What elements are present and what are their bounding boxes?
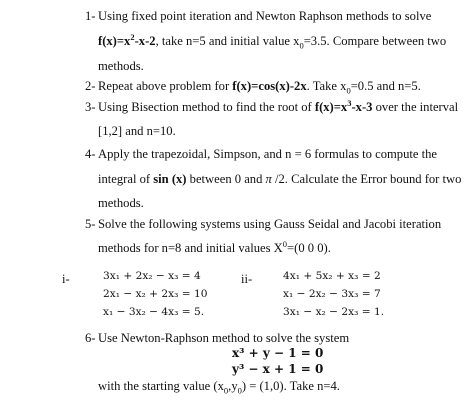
item-6-line-1: Use Newton-Raphson method to solve the system: [98, 331, 350, 345]
text-segment: 3: [347, 97, 352, 108]
item-1-number: 1-: [85, 9, 96, 23]
item-6-line-last: [98, 379, 340, 394]
text-segment: between 0 and: [186, 172, 266, 186]
item-2-line-1: [98, 79, 421, 94]
text-segment: over the interval: [372, 100, 459, 114]
item-5-line-1: [98, 217, 441, 232]
item-4-line-2: [98, 172, 461, 187]
item-5-number: 5-: [85, 217, 96, 231]
item-6-equation-1: x³ + y − 1 = 0: [232, 346, 324, 360]
system-ii-equation-1: 4x₁ + 5x₂ + x₃ = 2: [283, 270, 381, 282]
text-segment: -x-3: [351, 100, 373, 114]
text-segment: Apply the trapezoidal, Simpson, and n = 6 formulas to compute the: [98, 147, 438, 161]
item-4-line-1: [98, 147, 437, 162]
item-6-number: 6-: [85, 331, 96, 345]
text-segment: π: [265, 172, 272, 186]
text-segment: ) = (1,0). Take n=4.: [241, 379, 340, 393]
system-ii-label: ii-: [241, 272, 253, 286]
system-ii-equation-2: x₁ − 2x₂ − 3x₃ = 7: [283, 288, 381, 300]
text-segment: Using Bisection method to find the root of: [98, 100, 315, 114]
system-ii-equation-3: 3x₁ − x₂ − 2x₃ = 1.: [283, 306, 385, 318]
text-segment: with the starting value (x: [98, 379, 224, 393]
text-segment: Using fixed point iteration and Newton Raphson methods to solve: [98, 9, 432, 23]
text-segment: Repeat above problem for: [98, 79, 233, 93]
item-1-line-1: [98, 9, 431, 24]
text-segment: . Take x: [306, 79, 347, 93]
item-3-line-1: [98, 97, 459, 115]
text-segment: 0: [346, 85, 351, 96]
item-3-number: 3-: [85, 100, 96, 114]
text-segment: 0: [282, 238, 288, 249]
text-segment: f(x)=x: [98, 34, 131, 48]
system-i-equation-3: x₁ − 3x₂ − 4x₃ = 5.: [103, 306, 205, 318]
system-i-equation-2: 2x₁ − x₂ + 2x₃ = 10: [103, 288, 208, 300]
text-segment: methods.: [98, 196, 144, 210]
text-segment: =3.5. Compare between two: [303, 34, 447, 48]
system-i-equation-1: 3x₁ + 2x₂ − x₃ = 4: [103, 270, 201, 282]
text-segment: Solve the following systems using Gauss Seidal and Jacobi iteration: [98, 217, 442, 231]
text-segment: =(0 0 0).: [287, 241, 331, 255]
text-segment: 0: [237, 385, 242, 396]
text-segment: methods for n=8 and initial values X: [98, 241, 283, 255]
text-segment: , take n=5 and initial value x: [155, 34, 300, 48]
text-segment: methods.: [98, 59, 144, 73]
text-segment: 0: [299, 40, 304, 51]
text-segment: ,y: [228, 379, 238, 393]
text-segment: /2. Calculate the Error bound for two: [271, 172, 462, 186]
text-segment: 2: [130, 31, 135, 42]
text-segment: f(x)=cos(x)-2x: [232, 79, 307, 93]
text-segment: sin (x): [153, 172, 187, 186]
text-segment: f(x)=x: [314, 100, 348, 114]
text-segment: =0.5 and n=5.: [350, 79, 421, 93]
item-2-number: 2-: [85, 79, 96, 93]
item-3-line-2: [98, 124, 176, 139]
text-segment: -x-2: [134, 34, 156, 48]
item-4-line-3: [98, 196, 144, 211]
item-4-number: 4-: [85, 147, 96, 161]
item-1-line-3: [98, 59, 144, 74]
item-6-equation-2: y³ − x + 1 = 0: [232, 362, 324, 376]
text-segment: integral of: [98, 172, 154, 186]
item-1-line-2: [98, 31, 447, 51]
system-i-label: i-: [62, 272, 70, 286]
item-5-line-2: [98, 238, 331, 256]
text-segment: [1,2] and n=10.: [98, 124, 176, 138]
text-segment: 0: [223, 385, 229, 396]
